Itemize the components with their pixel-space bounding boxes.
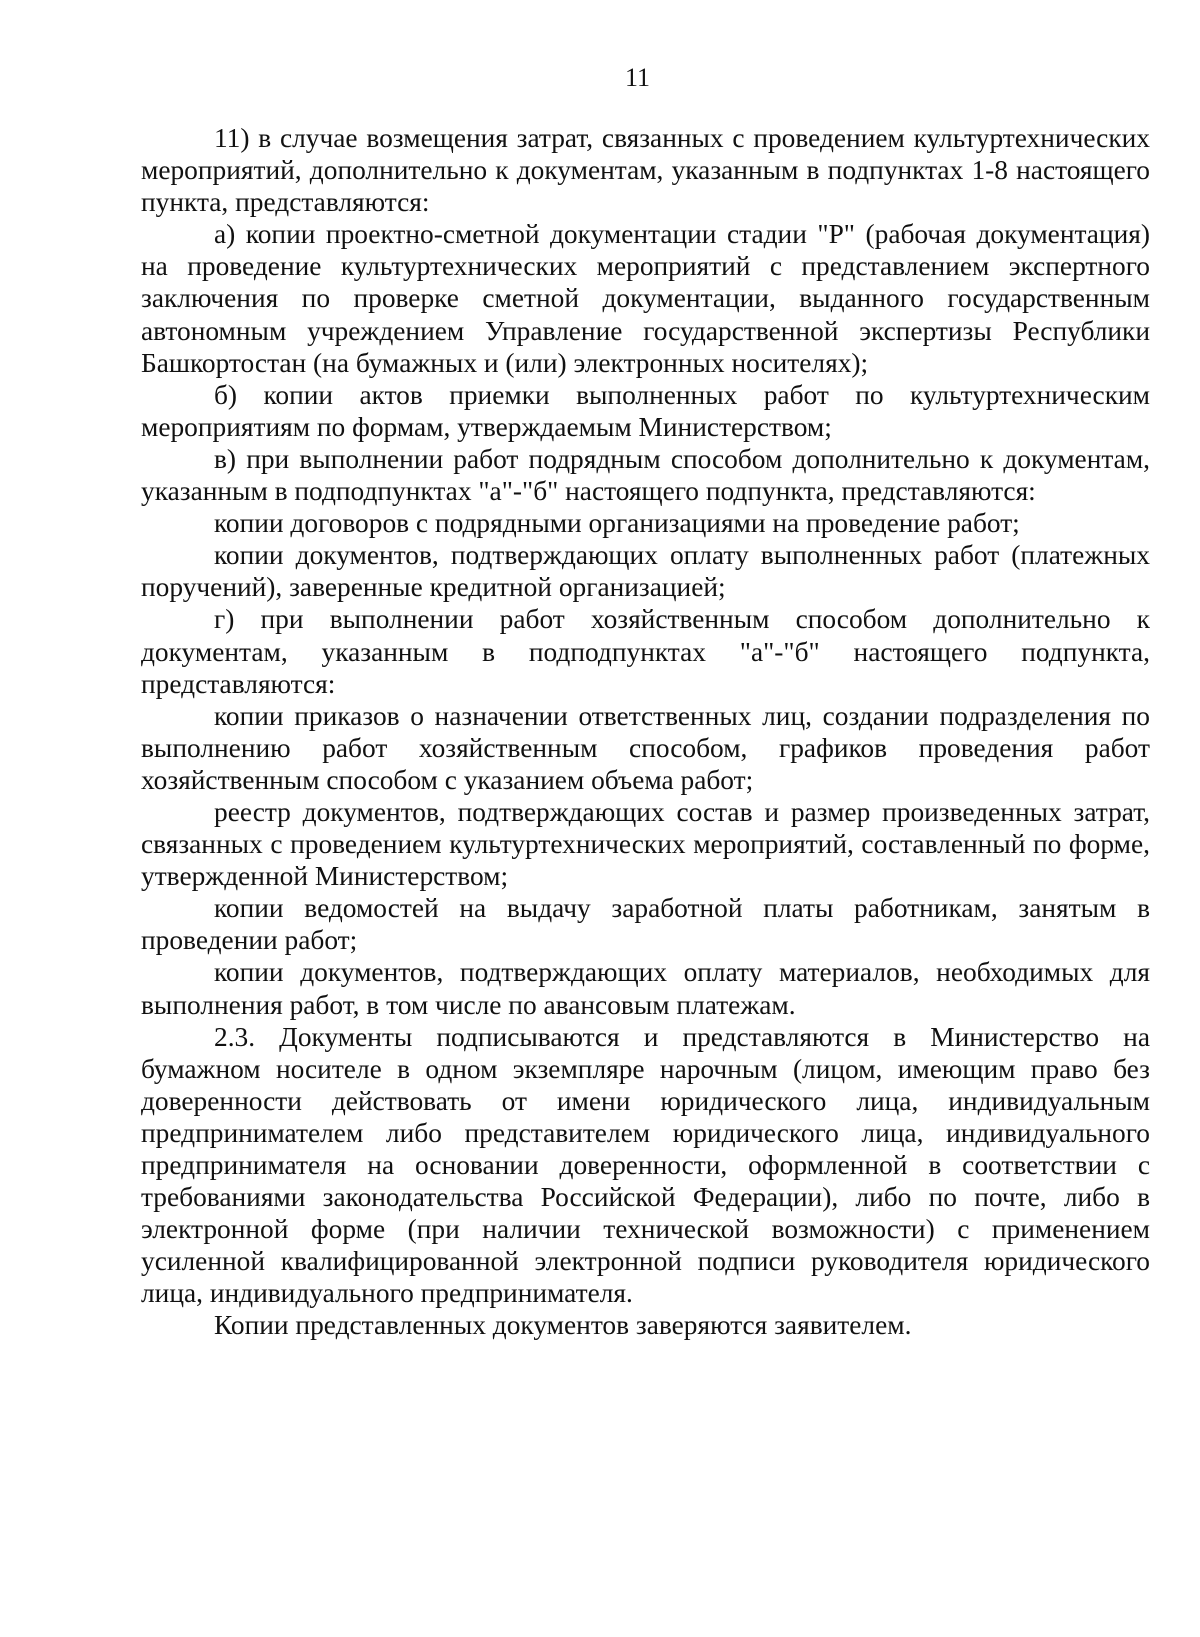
paragraph-payroll-statements: копии ведомостей на выдачу заработной платы работникам, занятым в проведении работ; (141, 893, 1150, 956)
paragraph-materials-payment: копии документов, подтверждающих оплату материалов, необходимых для выполнения работ, в том числе по авансовым платежам. (141, 957, 1150, 1020)
paragraph-contracts-copies: копии договоров с подрядными организациями на проведение работ; (214, 508, 1020, 539)
paragraph-subitem-a: а) копии проектно-сметной документации стадии "Р" (рабочая документация) на проведение культуртехнических мероприятий с представлением экспертного заключения по проверке сметной документации, выданного государственным автономным учреждением Управление государственной экспертизы Республики Башкортостан (на бумажных и (или) электронных носителях); (141, 219, 1150, 378)
paragraph-subitem-b: б) копии актов приемки выполненных работ по культуртехническим мероприятиям по формам, утверждаемым Министерством; (141, 379, 1150, 442)
paragraph-item-11: 11) в случае возмещения затрат, связанных с проведением культуртехнических мероприятий, дополнительно к документам, указанным в подпунктах 1-8 настоящего пункта, представляются: (141, 123, 1150, 218)
page-number: 11 (624, 63, 651, 92)
paragraph-copies-certification: Копии представленных документов заверяются заявителем. (214, 1310, 912, 1341)
paragraph-costs-register: реестр документов, подтверждающих состав и размер произведенных затрат, связанных с проведением культуртехнических мероприятий, составленный по форме, утвержденной Министерством; (141, 796, 1150, 892)
paragraph-section-2-3: 2.3. Документы подписываются и представляются в Министерство на бумажном носителе в одном экземпляре нарочным (лицом, имеющим право без доверенности действовать от имени юридического лица, индивидуальным предпринимателем либо представителем юридического лица, индивидуального предпринимателя на основании доверенности, оформленной в соответствии с требованиями законодательства Российской Федерации), либо по почте, либо в электронной форме (при наличии технической возможности) с применением усиленной квалифицированной электронной подписи руководителя юридического лица, индивидуального предпринимателя. (141, 1021, 1150, 1309)
document-body (141, 122, 1150, 1342)
paragraph-orders-copies: копии приказов о назначении ответственных лиц, создании подразделения по выполнению работ хозяйственным способом, графиков проведения работ хозяйственным способом с указанием объема работ; (141, 700, 1150, 795)
paragraph-subitem-v: в) при выполнении работ подрядным способом дополнительно к документам, указанным в подподпунктах "а"-"б" настоящего подпункта, представляются: (141, 443, 1150, 507)
paragraph-subitem-g: г) при выполнении работ хозяйственным способом дополнительно к документам, указанным в подподпунктах "а"-"б" настоящего подпункта, представляются: (141, 604, 1150, 699)
paragraph-payment-documents: копии документов, подтверждающих оплату выполненных работ (платежных поручений), заверенные кредитной организацией; (141, 540, 1150, 603)
